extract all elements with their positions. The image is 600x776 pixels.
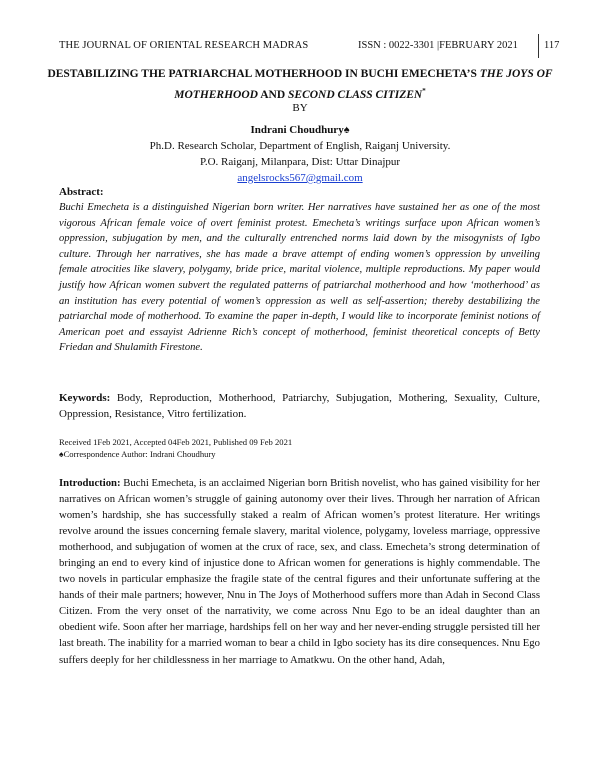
author-affiliation: Ph.D. Research Scholar, Department of English, Raiganj University. (149, 140, 451, 152)
correspondence-author: ♠Correspondence Author: Indrani Choudhury (59, 449, 216, 459)
introduction-label: Introduction: (59, 477, 121, 489)
title-book2: SECOND CLASS CITIZEN (288, 88, 423, 101)
title-mark: * (422, 87, 426, 95)
introduction (59, 475, 540, 668)
received-dates: Received 1Feb 2021, Accepted 04Feb 2021, Published 09 Feb 2021 (59, 437, 293, 447)
author-email-link[interactable]: angelsrocks567@gmail.com (237, 172, 363, 184)
title-mid: AND (257, 88, 288, 101)
title-part1: DESTABILIZING THE PATRIARCHAL MOTHERHOOD IN BUCHI EMECHETA’S (47, 68, 480, 80)
received-info (59, 436, 292, 460)
author-email-line (0, 172, 600, 184)
journal-header: THE JOURNAL OF ORIENTAL RESEARCH MADRAS (59, 40, 309, 51)
keywords (59, 390, 540, 422)
paper-title (40, 66, 560, 104)
abstract-text: Buchi Emecheta is a distinguished Nigerian born writer. Her narratives have sustained her as one of the most vigorous African female voice of overt feminist protest. Emecheta’s writings surface upon African women’s oppression, subjugation by men, and the culturally entrenched norms laid down by the misogynists of Igbo culture. Through her narratives, she has made a brave attempt of ending women’s oppression by unveiling female atrocities like slavery, polygamy, bride price, marital violence, multiple reproductions. My paper would justify how African women subvert the regulated patterns of patriarchal motherhood and how ‘motherhood’ as an institution has every potential of women’s oppression as well as self-assertion; thereby destabilizing the patriarchal mode of motherhood. To examine the paper in-depth, I would like to incorporate feminist notions of American poet and essayist Adrienne Rich’s concept of motherhood, feminist theoretical concepts of Betty Friedan and Shulamith Firestone. (59, 202, 540, 354)
issn-date: ISSN : 0022-3301 |FEBRUARY 2021 (358, 40, 518, 51)
keywords-label: Keywords: (59, 392, 111, 404)
title-book1: THE JOYS OF MOTHERHOOD (174, 68, 553, 101)
author-name: Indrani Choudhury♠ (250, 124, 350, 136)
introduction-text: Buchi Emecheta, is an acclaimed Nigerian born British novelist, who has gained visibility for her narratives on African women’s struggle of gaining autonomy over their lives. Through her narration of African women’s hardship, she has successfully staked a realm of African women’s protest literature. Her writings revolve around the issues concerning female slavery, marital violence, polygamy, loveless marriage, oppressive motherhood, and subjugation of women at the crux of race, sex, and class. Emecheta’s strong determination of bringing an end to every kind of injustice done to African women for generations is highly commendable. The two novels in particular emphasize the fragile state of the central figures and their unfortunate suffering at the hands of their male partners; however, Nnu in The Joys of Motherhood suffers more than Adah in Second Class Citizen. From the very onset of the narrativity, we come across Nnu Ego to be an ideal daughter than an obedient wife. Soon after her marriage, hardships fell on her way and her never-ending struggle persisted till her last breath. The inability for a married woman to bear a child in Igbo society has its dire consequences. Nnu Ego suffers deeply for her childlessness in her marriage to Amatkwu. On the other hand, Adah, (59, 477, 540, 666)
author-address: P.O. Raiganj, Milanpara, Dist: Uttar Dinajpur (199, 156, 401, 168)
header-divider (538, 34, 539, 58)
page-number: 117 (544, 40, 560, 51)
by-line: BY (292, 102, 308, 114)
abstract-heading: Abstract: (59, 186, 104, 198)
keywords-text: Body, Reproduction, Motherhood, Patriarchy, Subjugation, Mothering, Sexuality, Culture, Oppression, Resistance, Vitro fertilization. (59, 392, 540, 420)
